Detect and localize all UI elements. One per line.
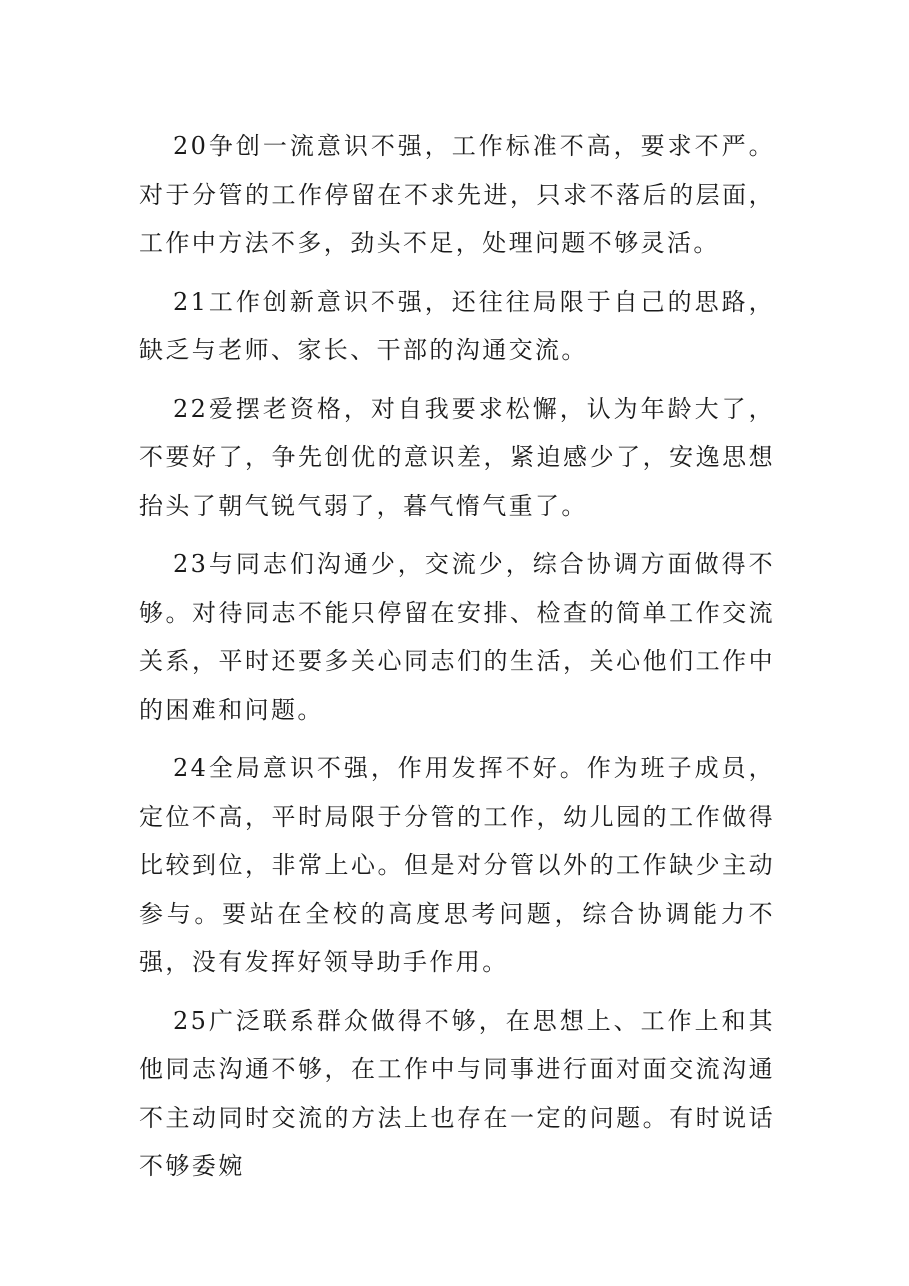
paragraph-item-24: 24全局意识不强，作用发挥不好。作为班子成员，定位不高，平时局限于分管的工作，幼儿园的工作做得比较到位，非常上心。但是对分管以外的工作缺少主动参与。要站在全校的高度思考问题，综合协调能力不强，没有发挥好领导助手作用。 (139, 754, 775, 976)
paragraph-item-23: 23与同志们沟通少，交流少，综合协调方面做得不够。对待同志不能只停留在安排、检查的简单工作交流关系，平时还要多关心同志们的生活，关心他们工作中的困难和问题。 (139, 550, 775, 724)
paragraph-item-21: 21工作创新意识不强，还往往局限于自己的思路，缺乏与老师、家长、干部的沟通交流。 (139, 287, 775, 364)
paragraph-item-25: 25广泛联系群众做得不够，在思想上、工作上和其他同志沟通不够，在工作中与同事进行面对面交流沟通不主动同时交流的方法上也存在一定的问题。有时说话不够委婉 (139, 1006, 775, 1180)
paragraph-item-20: 20争创一流意识不强，工作标准不高，要求不严。对于分管的工作停留在不求先进，只求不落后的层面，工作中方法不多，劲头不足，处理问题不够灵活。 (139, 132, 775, 257)
document-page (139, 122, 775, 1201)
paragraph-item-22: 22爱摆老资格，对自我要求松懈，认为年龄大了，不要好了，争先创优的意识差，紧迫感少了，安逸思想抬头了朝气锐气弱了，暮气惰气重了。 (139, 394, 775, 520)
